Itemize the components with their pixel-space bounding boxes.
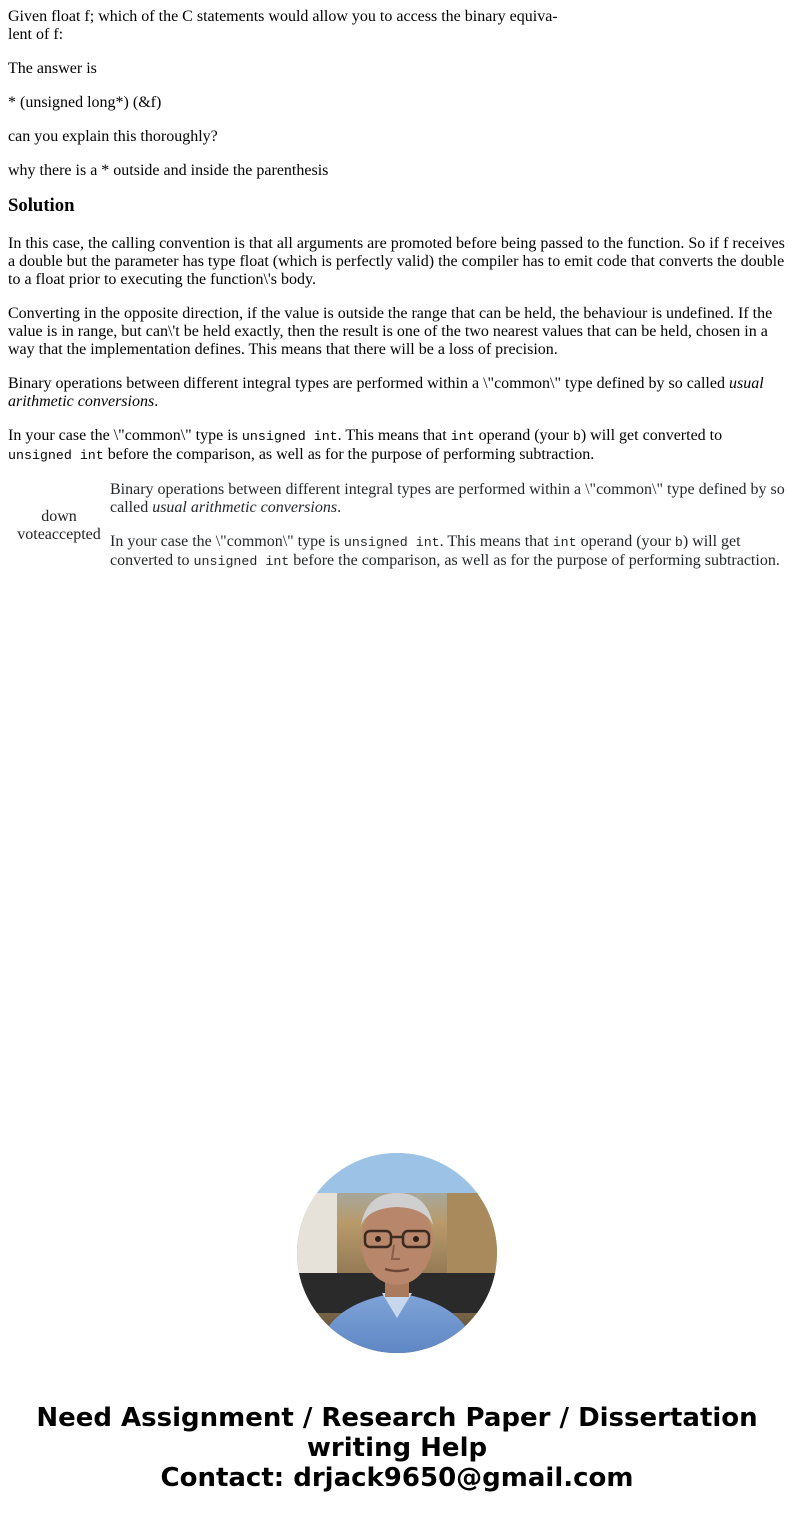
quoted-p1-emphasis: usual arithmetic conversions — [152, 499, 338, 516]
quoted-p2-text-b: . This means that — [439, 533, 553, 550]
promo-contact: Contact: drjack9650@gmail.com — [160, 1463, 634, 1493]
quoted-p2-text-d: ) will get converted to — [110, 533, 741, 569]
author-photo-icon — [297, 1153, 497, 1353]
quoted-p2-code-unsigned-int-2: unsigned int — [193, 554, 290, 569]
followup-question-2: why there is a * outside and inside the parenthesis — [8, 162, 329, 179]
para4-code-int: int — [450, 429, 475, 444]
vote-accepted-label: voteaccepted — [17, 526, 101, 543]
answer-intro: The answer is — [8, 60, 97, 77]
solution-heading: Solution — [8, 195, 75, 216]
answer-cell — [110, 481, 788, 571]
para4-text-c: operand (your — [474, 427, 573, 444]
para4-code-unsigned-int: unsigned int — [241, 429, 338, 444]
author-avatar — [297, 1153, 497, 1353]
solution-paragraph-3 — [8, 375, 788, 411]
answer-expression: * (unsigned long*) (&f) — [8, 94, 162, 111]
followup-question: can you explain this thoroughly? — [8, 128, 218, 145]
quoted-paragraph-2 — [110, 533, 788, 571]
para3-emphasis: usual arithmetic conversions — [8, 375, 764, 410]
question-line-2: lent of f: — [8, 26, 64, 43]
document-content — [8, 8, 788, 571]
quoted-p2-text-c: operand (your — [576, 533, 675, 550]
quoted-p1-text: Binary operations between different integral types are performed within a \"common\" type defined by so called — [110, 481, 785, 516]
promo-line-1: Need Assignment / Research Paper / Dissertation — [36, 1403, 758, 1433]
quoted-p2-text-e: before the comparison, as well as for the purpose of performing subtraction. — [289, 552, 780, 569]
para3-end: . — [154, 393, 159, 410]
solution-paragraph-2: Converting in the opposite direction, if the value is outside the range that can be held, the behaviour is undefined. If the value is in range, but can\'t be held exactly, then the result is one of the two nearest values that can be held, chosen in a way that the implementation defines. This means that there will be a loss of precision. — [8, 305, 773, 358]
vote-down-label: down — [41, 508, 77, 525]
para4-text-a: In your case the \"common\" type is — [8, 427, 242, 444]
quoted-p2-code-b: b — [674, 535, 683, 550]
promo-line-2: writing Help — [306, 1433, 488, 1463]
para4-text-d: ) will get converted to — [580, 427, 723, 444]
para3-text: Binary operations between different integral types are performed within a \"common\" type defined by so called — [8, 375, 729, 392]
quoted-p2-code-unsigned-int: unsigned int — [343, 535, 440, 550]
question-text — [8, 8, 788, 44]
vote-cell — [8, 508, 110, 544]
para4-code-unsigned-int-2: unsigned int — [8, 448, 104, 463]
accepted-answer-block — [8, 481, 788, 571]
promo-banner — [0, 1403, 794, 1493]
quoted-p2-code-int: int — [552, 535, 577, 550]
para4-code-b: b — [572, 429, 581, 444]
para4-text-b: . This means that — [337, 427, 451, 444]
quoted-p2-text-a: In your case the \"common\" type is — [110, 533, 344, 550]
quoted-p1-end: . — [337, 499, 342, 516]
solution-paragraph-1: In this case, the calling convention is that all arguments are promoted before being passed to the function. So if f receives a double but the parameter has type float (which is perfectly valid) the compiler has to emit code that converts the double to a float prior to executing the function\'s body. — [8, 235, 785, 288]
question-line-1: Given float f; which of the C statements would allow you to access the binary equiva- — [8, 8, 558, 25]
para4-text-e: before the comparison, as well as for the purpose of performing subtraction. — [103, 446, 595, 463]
quoted-paragraph-1 — [110, 481, 788, 517]
solution-paragraph-4 — [8, 427, 788, 465]
